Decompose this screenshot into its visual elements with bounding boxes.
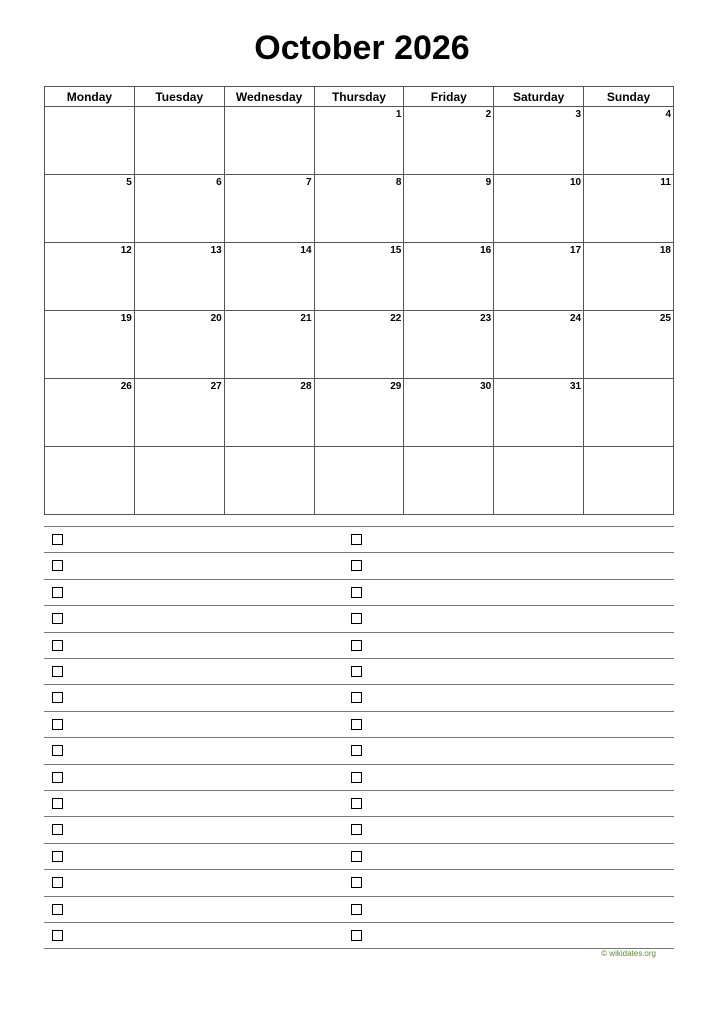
day-number [135,107,224,108]
day-cell[interactable] [404,243,494,311]
day-number [584,379,673,380]
day-number: 30 [480,381,492,392]
todo-row [44,737,674,763]
day-number: 9 [485,177,492,188]
checkbox-right[interactable] [351,851,362,862]
day-number: 14 [300,245,312,256]
checkbox-left[interactable] [52,745,63,756]
day-cell[interactable] [224,107,314,175]
day-cell[interactable] [314,243,404,311]
day-number: 2 [485,109,492,120]
day-cell[interactable] [584,107,674,175]
week-row [45,447,674,515]
day-number [45,107,134,108]
weekday-monday: Monday [45,87,135,107]
checkbox-right[interactable] [351,560,362,571]
page-title: October 2026 [254,29,470,67]
todo-row [44,526,674,552]
day-number [584,447,673,448]
checkbox-left[interactable] [52,560,63,571]
day-cell[interactable] [314,107,404,175]
day-cell[interactable] [584,175,674,243]
week-row [45,175,674,243]
day-cell[interactable] [45,447,135,515]
day-number: 17 [569,245,582,256]
checkbox-left[interactable] [52,534,63,545]
day-number: 18 [659,245,671,256]
day-number: 21 [300,313,312,324]
todo-row [44,922,674,948]
weekday-friday: Friday [404,87,494,107]
checkbox-right[interactable] [351,930,362,941]
day-number: 19 [120,313,132,324]
checkbox-left[interactable] [52,772,63,783]
checkbox-right[interactable] [351,534,362,545]
checkbox-right[interactable] [351,877,362,888]
day-number [494,447,583,448]
todo-row [44,632,674,658]
todo-row [44,816,674,842]
weekday-header-row [45,87,674,107]
checkbox-left[interactable] [52,613,63,624]
day-cell[interactable] [404,175,494,243]
day-number [135,447,224,448]
week-row [45,243,674,311]
day-cell[interactable] [494,243,584,311]
day-cell[interactable] [404,379,494,447]
day-number: 23 [480,313,492,324]
checkbox-left[interactable] [52,798,63,809]
checkbox-right[interactable] [351,745,362,756]
day-cell[interactable] [224,311,314,379]
checkbox-right[interactable] [351,798,362,809]
day-number: 20 [210,313,222,324]
checkbox-left[interactable] [52,930,63,941]
day-cell[interactable] [45,175,135,243]
checkbox-right[interactable] [351,666,362,677]
day-number: 25 [659,313,671,324]
day-cell[interactable] [224,175,314,243]
day-cell[interactable] [45,107,135,175]
week-row [45,107,674,175]
weekday-saturday: Saturday [494,87,584,107]
checkbox-right[interactable] [351,692,362,703]
todo-row [44,684,674,710]
checkbox-left[interactable] [52,640,63,651]
day-number: 5 [126,177,132,188]
checkbox-right[interactable] [351,772,362,783]
day-cell[interactable] [134,379,224,447]
day-number [225,447,314,448]
day-cell[interactable] [404,311,494,379]
day-number: 26 [120,381,132,392]
day-cell[interactable] [314,379,404,447]
day-cell[interactable] [224,447,314,515]
day-cell[interactable] [134,107,224,175]
day-cell[interactable] [494,107,584,175]
day-cell[interactable] [45,379,135,447]
day-cell[interactable] [494,175,584,243]
day-cell[interactable] [404,107,494,175]
day-cell[interactable] [314,311,404,379]
day-cell[interactable] [45,243,135,311]
weekday-sunday: Sunday [584,87,674,107]
weekday-tuesday: Tuesday [134,87,224,107]
checkbox-left[interactable] [52,851,63,862]
day-cell[interactable] [134,243,224,311]
day-cell[interactable] [404,447,494,515]
checkbox-right[interactable] [351,640,362,651]
day-cell[interactable] [134,311,224,379]
checkbox-left[interactable] [52,904,63,915]
checkbox-right[interactable] [351,719,362,730]
day-cell[interactable] [494,447,584,515]
weekday-thursday: Thursday [314,87,404,107]
day-number: 10 [569,177,582,188]
credit-text: © wikidates.org [601,949,656,958]
day-cell[interactable] [584,311,674,379]
day-number: 4 [665,109,671,120]
day-number [225,107,314,108]
day-cell[interactable] [584,447,674,515]
todo-row [44,658,674,684]
todo-row [44,896,674,922]
checkbox-left[interactable] [52,824,63,835]
day-number [45,447,134,448]
day-number: 6 [216,177,222,188]
checkbox-right[interactable] [351,587,362,598]
checkbox-right[interactable] [351,904,362,915]
day-cell[interactable] [224,243,314,311]
todo-row [44,790,674,816]
day-number: 27 [210,381,222,392]
week-row [45,379,674,447]
day-number: 15 [390,245,402,256]
day-cell[interactable] [584,379,674,447]
day-cell[interactable] [224,379,314,447]
day-cell[interactable] [584,243,674,311]
day-number: 13 [210,245,222,256]
todo-row [44,605,674,631]
todo-row [44,579,674,605]
checkbox-right[interactable] [351,613,362,624]
day-number: 8 [395,177,402,188]
todo-row [44,711,674,737]
day-number: 12 [120,245,132,256]
checkbox-left[interactable] [52,666,63,677]
day-cell[interactable] [134,447,224,515]
day-number: 31 [569,381,582,392]
checkbox-left[interactable] [52,877,63,888]
day-number: 24 [569,313,582,324]
weekday-wednesday: Wednesday [224,87,314,107]
todo-row [44,843,674,869]
day-number: 22 [390,313,402,324]
day-cell[interactable] [314,175,404,243]
day-cell[interactable] [314,447,404,515]
calendar-grid [44,86,674,515]
day-number [315,447,404,448]
day-number: 28 [300,381,312,392]
todo-row [44,869,674,895]
day-number: 3 [575,109,582,120]
checkbox-left[interactable] [52,587,63,598]
day-number: 1 [395,109,402,120]
day-number [404,447,493,448]
todo-divider [44,948,674,949]
day-number: 29 [390,381,402,392]
checkbox-right[interactable] [351,824,362,835]
week-row [45,311,674,379]
day-number: 16 [480,245,492,256]
todo-row [44,764,674,790]
checkbox-left[interactable] [52,692,63,703]
day-number: 7 [305,177,312,188]
todo-row [44,552,674,578]
day-cell[interactable] [134,175,224,243]
day-cell[interactable] [45,311,135,379]
day-cell[interactable] [494,379,584,447]
day-number: 11 [660,177,671,188]
checkbox-left[interactable] [52,719,63,730]
day-cell[interactable] [494,311,584,379]
